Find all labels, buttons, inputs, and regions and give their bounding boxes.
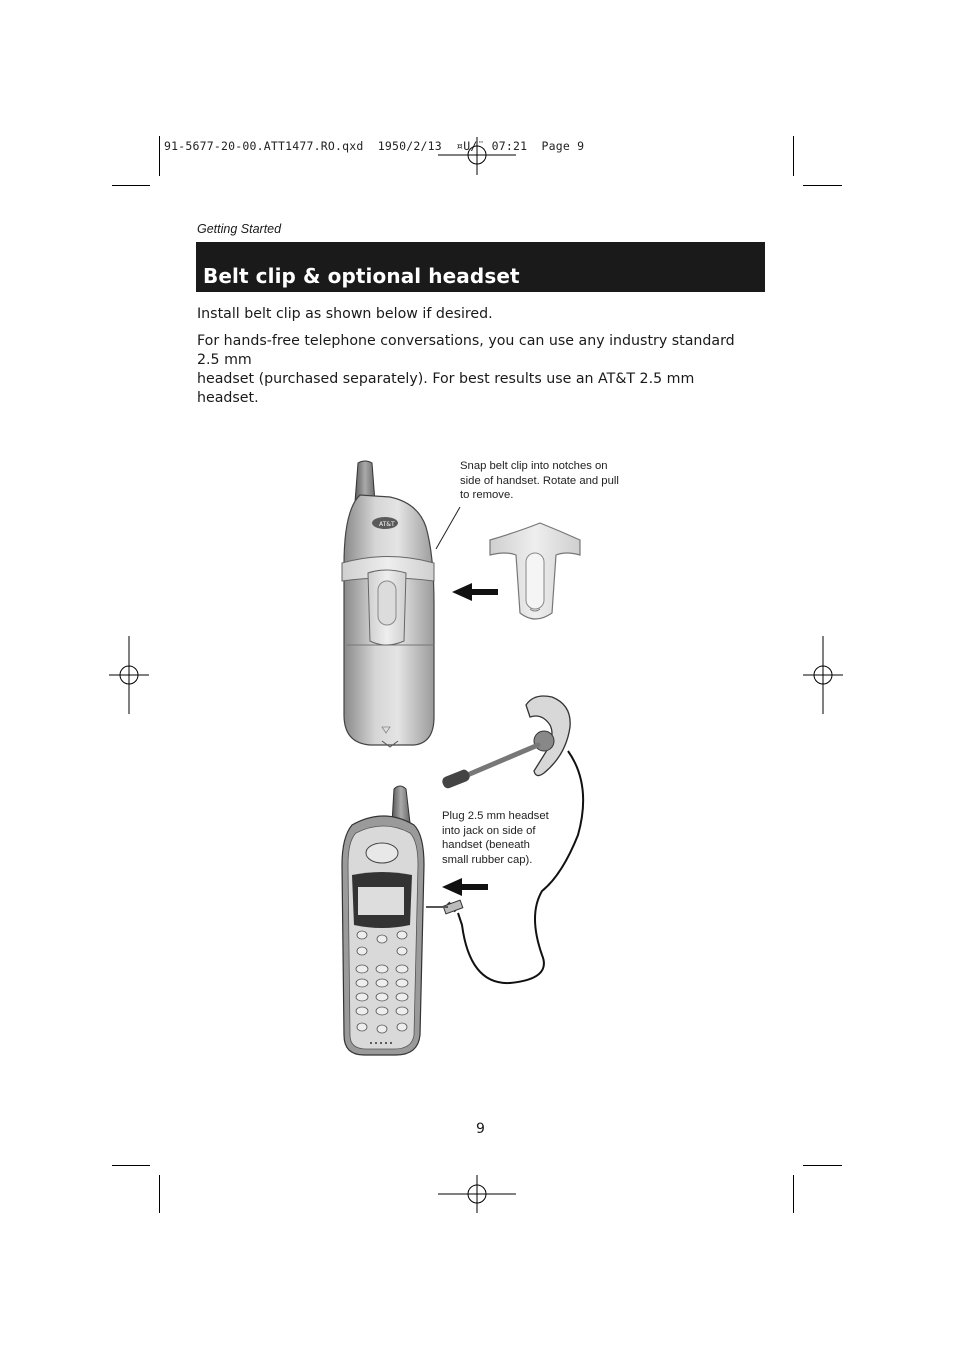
callout-line: side of handset. Rotate and pull bbox=[460, 474, 619, 487]
svg-text:AT&T: AT&T bbox=[379, 521, 395, 528]
arrow-left-icon bbox=[442, 878, 488, 896]
registration-mark-right bbox=[803, 636, 843, 714]
crop-mark bbox=[159, 1175, 160, 1213]
headset bbox=[426, 696, 583, 983]
registration-mark-bottom bbox=[437, 1175, 517, 1215]
callout-line: Plug 2.5 mm headset bbox=[442, 810, 549, 822]
paragraph-line: headset (purchased separately). For best results use an AT&T 2.5 mm headset. bbox=[197, 371, 695, 406]
instruction-paragraph-2 bbox=[197, 332, 757, 408]
crop-mark bbox=[159, 136, 160, 176]
arrow-left-icon bbox=[452, 583, 498, 601]
crop-mark bbox=[803, 185, 842, 186]
paragraph-line: For hands-free telephone conversations, you can use any industry standard 2.5 mm bbox=[197, 333, 735, 368]
belt-clip-headset-illustration bbox=[330, 455, 630, 1065]
page-number: 9 bbox=[476, 1121, 485, 1137]
printer-slug: 91-5677-20-00.ATT1477.RO.qxd 1950/2/13 ¤U/¨ 07:21 Page 9 bbox=[164, 139, 585, 153]
crop-mark bbox=[793, 1175, 794, 1213]
registration-mark-top bbox=[437, 137, 517, 177]
callout-line: Snap belt clip into notches on bbox=[460, 460, 608, 472]
crop-mark bbox=[803, 1165, 842, 1166]
callout-line: handset (beneath bbox=[442, 839, 530, 852]
leader-line bbox=[436, 507, 460, 549]
crop-mark bbox=[112, 1165, 150, 1166]
title-bar bbox=[196, 242, 765, 292]
crop-mark bbox=[112, 185, 150, 186]
instruction-paragraph-1: Install belt clip as shown below if desired. bbox=[197, 306, 493, 322]
callout-line: into jack on side of bbox=[442, 824, 536, 837]
belt-clip bbox=[490, 523, 580, 619]
section-label: Getting Started bbox=[197, 222, 282, 236]
crop-mark bbox=[793, 136, 794, 176]
handset-back bbox=[342, 461, 434, 747]
page-title: Belt clip & optional headset bbox=[203, 264, 520, 288]
handset-front bbox=[342, 786, 424, 1055]
registration-mark-left bbox=[109, 636, 149, 714]
callout-line: small rubber cap). bbox=[442, 853, 533, 866]
callout-line: to remove. bbox=[460, 489, 514, 502]
